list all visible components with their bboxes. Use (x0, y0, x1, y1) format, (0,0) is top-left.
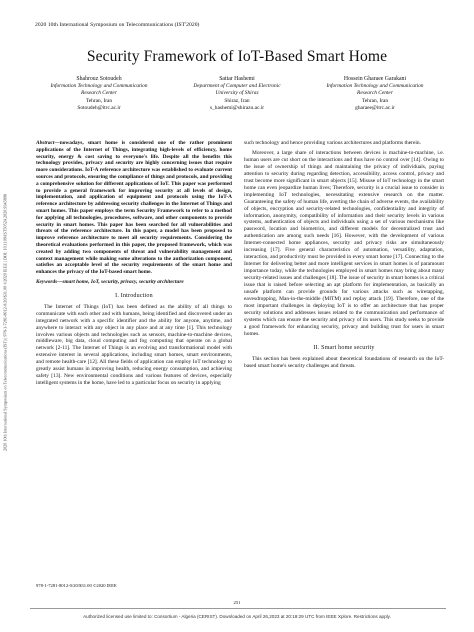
author-affiliation: Research Center (357, 90, 393, 97)
right-column (244, 140, 444, 370)
abstract (36, 140, 232, 276)
author-location: Tehran, Iran (361, 97, 389, 104)
left-column (36, 140, 232, 387)
author-location: Tehran, Iran (85, 97, 113, 104)
section-heading-introduction: I. Introduction (115, 292, 153, 299)
author-affiliation: University of Shiraz (215, 90, 259, 97)
author-block (30, 76, 168, 112)
author-email: s_hashemi@shirazu.ac.ir (209, 104, 265, 111)
author-location: Shiraz, Iran (224, 97, 250, 104)
conference-header: 2020 10th International Symposium on Telecommunications (IST'2020) (35, 22, 200, 28)
author-affiliation: Research Center (81, 90, 117, 97)
author-block (168, 76, 306, 112)
abstract-label: Abstract (36, 140, 55, 146)
keywords-label: Keywords (36, 278, 58, 285)
keywords-text: —smart home, IoT, security, privacy, security architecture (57, 278, 184, 285)
copyright-notice: 978-1-7281-8012-0/20/$31.00 ©2020 IEEE (36, 583, 117, 588)
keywords (36, 279, 232, 286)
author-name: Shahrouz Sotoudeh (76, 76, 122, 82)
author-name: Sattar Hashemi (219, 76, 255, 82)
body-paragraph: such technology and hence providing various architectures and platforms therein. (244, 140, 421, 146)
author-email: gharaee@itrc.ac.ir (355, 104, 395, 111)
author-email: Sotoudeh@itrc.ac.ir (77, 104, 121, 111)
author-list (30, 76, 444, 112)
paper-title: Security Framework of IoT-Based Smart Home (86, 48, 388, 65)
license-notice: Authorized licensed use limited to: Consortium - Algeria (CERIST). Downloaded on April 26,2023 at 20:19:29 UTC from IEEE Xplore. Restrictions apply. (83, 614, 391, 619)
author-affiliation: Information Technology and Communication (326, 83, 424, 90)
author-affiliation: Information Technology and Communication (50, 83, 148, 90)
section-heading-smart-home-security: II. Smart home security (313, 344, 375, 351)
side-identifier-text: 2020 10th International Symposium on Telecommunications (IST) | 978-1-7281-8012-0/20/$31.00 ©2020 IEEE | DOI: 10.1109/IST50524.2020.9345898 (2, 193, 8, 452)
author-block (306, 76, 444, 112)
footer-divider (30, 608, 446, 609)
abstract-text: —nowadays, smart home is considered one of the rather prominent applications of the Internet of Things, integrating high-levels of efficiency, home security, energy & cost saving to everyone's life. Despite all the benefits this technology provides, privacy and security are highly concerning issues that require more considerations. IoT-A reference architecture was established to evaluate current sources and protocols, ensuring the compliance of things and protocols, and providing a comprehensive solution for different applications of IoT. This paper was performed to provide a general framework for improving security at all levels of design, implementation, and application of equipment and protocols using the IoT-A reference architecture by addressing security challenges in the Internet of Things and smart homes. This paper employs the term Security Framework to refer to a method for applying all technologies, procedures, software, and other components to provide security in smart homes. This paper has been searched for all vulnerabilities and threats of the reference architecture. In this paper, a model has been proposed to improve reference architecture to meet all security requirements. Considering the theoretical evaluations performed in this paper, the proposed framework, which was created by adding two components of threat and vulnerability management and context management while making some alterations to the authorization component, satisfies an acceptable level of the security requirements of the smart home and enhances the privacy of the IoT-based smart home. (36, 140, 232, 276)
body-paragraph: The Internet of Things (IoT) has been defined as the ability of all things to communicate with each other and with humans, being identified and discovered under an integrated network with a specific identifier and the ability for anyone, anytime, and anywhere to interact with any object in any place and at any time [1]. This technology involves various objects and technologies such as sensors, machine-to-machine devices, middleware, big data, cloud computing and fog computing that operate on a global network [2-11]. The Internet of Things is an evolving and transformational model with extensive interest in several applications, including smart homes, smart environments, and remote health-care [12]. All these fields of application can employ IoT technology to greatly assist humans in improving health, reducing energy consumption, and achieving safety [13]. New environmental conditions and various features of devices, especially intelligent systems in the home, have led to a particular focus on security in applying (36, 303, 232, 387)
body-paragraph: This section has been explained about theoretical foundations of research on the IoT-based smart home's security challenges and threats. (244, 355, 444, 369)
body-paragraph: Moreover, a large share of interactions between devices is machine-to-machine, i.e. human users are cut short on the interactions and thus have no control over [14]. Owing to the issue of ownership of things and maintaining the privacy of individuals, paying attention to security during regarding detection, accessibility, access control, privacy and trust become more significant in smart objects [15]. Misuse of IoT technology in the smart home can even jeopardize human lives; Therefore, security is a crucial issue to consider in implementing IoT technologies, necessitating extensive research on the matter. Guaranteeing the safety of human life, averting the chain of adverse events, the availability of objects, encryption and security-related technologies, confidentiality and integrity of information, anonymity, compatibility of information and their security levels in various systems, authentication of objects and individuals using a set of various mechanisms like password, location and biometrics, and different models for decentralized trust and authentication are among such needs [16]. However, with the development of various Internet-connected home appliances, security and privacy risks are simultaneously increasing [17]. Five general characteristics of automation, versatility, adaptation, interaction, and productivity must be provided in every smart home [17]. Connecting to the Internet for delivering better and more intelligent services in smart homes is of paramount importance today, while the technologies employed in smart homes may bring about many security-related issues and challenges [18]. The issue of security in smart homes is a critical issue that is raised before selecting an apt platform for implementation, as basically an unsafe platform can provide grounds for various attacks such as wiretapping, eavesdropping, Man-in-the-middle (MITM) and replay attack [19]. Therefore, one of the most important challenges in deploying IoT is to offer an architecture that has proper security solutions and addresses issues related to the communication and performance of systems which can ensure the security and privacy of its users. This study seeks to provide a good framework for enhancing security, privacy and building trust for users in smart homes. (244, 149, 444, 337)
page-number: 251 (233, 600, 241, 605)
author-name: Hossein Gharaee Garakani (343, 76, 407, 82)
author-affiliation: Department of Computer and Electronic (193, 83, 281, 90)
